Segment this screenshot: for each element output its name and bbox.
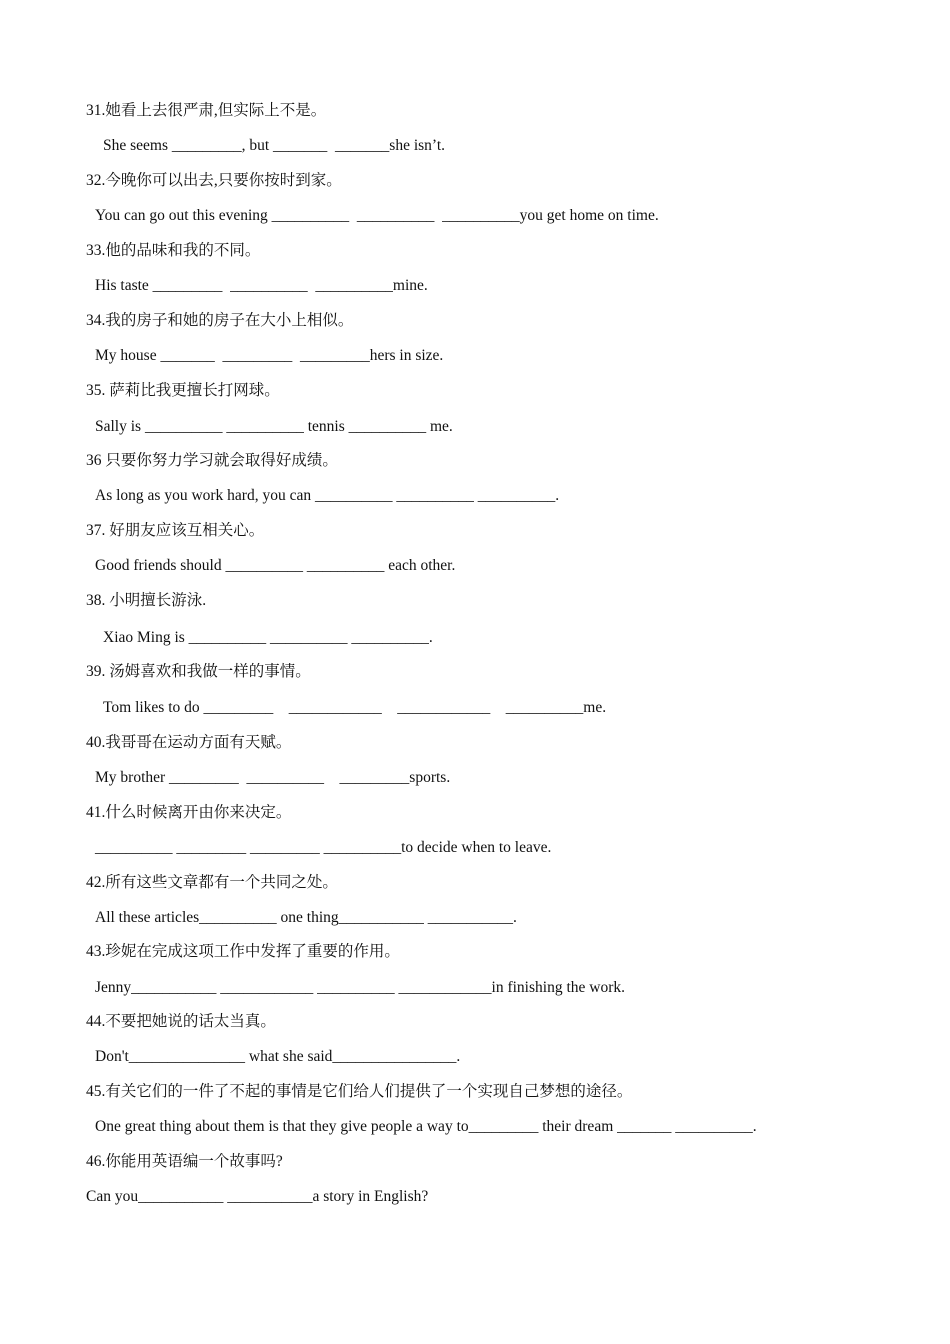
question-35-answer: Sally is __________ __________ tennis __________ me.: [95, 418, 453, 435]
question-46-prompt: 46.你能用英语编一个故事吗?: [86, 1153, 283, 1170]
question-37-answer: Good friends should __________ __________ each other.: [95, 557, 456, 574]
question-44-prompt: 44.不要把她说的话太当真。: [86, 1013, 276, 1030]
question-45-answer: One great thing about them is that they give people a way to_________ their dream _______ __________.: [95, 1118, 757, 1135]
question-45-prompt: 45.有关它们的一件了不起的事情是它们给人们提供了一个实现自己梦想的途径。: [86, 1083, 633, 1100]
question-40-prompt: 40.我哥哥在运动方面有天赋。: [86, 734, 292, 751]
question-44-answer: Don't_______________ what she said________________.: [95, 1048, 461, 1065]
question-43-prompt: 43.珍妮在完成这项工作中发挥了重要的作用。: [86, 943, 400, 960]
question-36-answer: As long as you work hard, you can __________ __________ __________.: [95, 487, 560, 504]
question-43-answer: Jenny___________ ____________ __________ ____________in finishing the work.: [95, 979, 625, 996]
question-42-prompt: 42.所有这些文章都有一个共同之处。: [86, 874, 338, 891]
question-40-answer: My brother _________ __________ _________sports.: [95, 769, 451, 786]
question-39-prompt: 39. 汤姆喜欢和我做一样的事情。: [86, 663, 311, 680]
question-41-answer: __________ _________ _________ __________to decide when to leave.: [95, 839, 552, 856]
question-42-answer: All these articles__________ one thing___________ ___________.: [95, 909, 517, 926]
question-38-answer: Xiao Ming is __________ __________ __________.: [103, 629, 433, 646]
question-35-prompt: 35. 萨莉比我更擅长打网球。: [86, 382, 280, 399]
question-32-prompt: 32.今晚你可以出去,只要你按时到家。: [86, 172, 342, 189]
question-33-prompt: 33.他的品味和我的不同。: [86, 242, 261, 259]
question-32-answer: You can go out this evening __________ __________ __________you get home on time.: [95, 207, 659, 224]
question-37-prompt: 37. 好朋友应该互相关心。: [86, 522, 265, 539]
question-34-prompt: 34.我的房子和她的房子在大小上相似。: [86, 312, 354, 329]
question-33-answer: His taste _________ __________ __________mine.: [95, 277, 428, 294]
question-31-prompt: 31.她看上去很严肃,但实际上不是。: [86, 102, 327, 119]
question-39-answer: Tom likes to do _________ ____________ ____________ __________me.: [103, 699, 607, 716]
question-46-answer: Can you___________ ___________a story in English?: [86, 1188, 429, 1205]
question-34-answer: My house _______ _________ _________hers in size.: [95, 347, 444, 364]
question-31-answer: She seems _________, but _______ _______she isn’t.: [103, 137, 445, 154]
question-41-prompt: 41.什么时候离开由你来决定。: [86, 804, 292, 821]
question-38-prompt: 38. 小明擅长游泳.: [86, 592, 207, 609]
question-36-prompt: 36 只要你努力学习就会取得好成绩。: [86, 452, 338, 469]
